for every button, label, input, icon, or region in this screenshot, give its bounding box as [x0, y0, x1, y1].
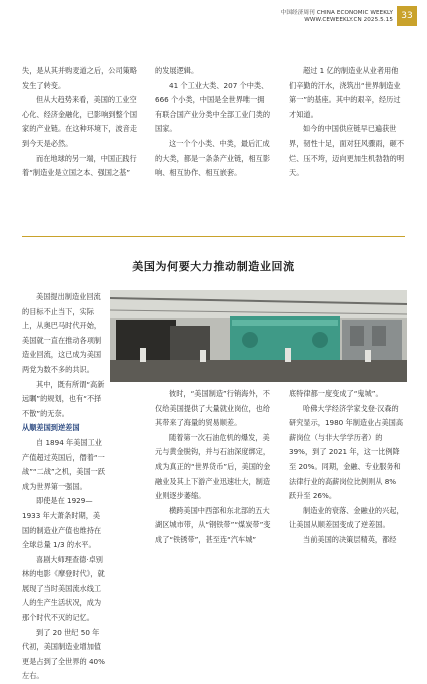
bottom-right-column [289, 387, 405, 548]
top-column-3 [289, 64, 405, 181]
paragraph: 41 个工业大类、207 个中类、666 个小类，中国是全世界唯一拥有联合国产业分类中全部工业门类的国家。 [155, 80, 271, 134]
section-divider [22, 236, 405, 237]
paragraph: 彼时，“美国制造”行销海外，不仅给美国提供了大量就业岗位，也给其带来了海量的贸易顺差。 [155, 389, 271, 428]
paragraph: 其中，既有所谓“高新远瞩”的规划，也有“不择不散”的无奈。 [22, 379, 105, 418]
bottom-left-column [22, 290, 106, 684]
top-column-1 [22, 64, 138, 181]
sub-heading: 从顺差国到逆差国 [22, 423, 80, 433]
paragraph: 哈佛大学经济学家戈登·汉森的研究显示，1980 年制造业占美国高薪岗位（与非大学学历者）的 39%，到了 2021 年，这一比例降至 20%。同期，金融、专业服务和法律行业的高薪岗位比例则从 8% 跃升至 26%。 [289, 403, 404, 501]
paragraph: 失，是从其并购麦道之后，公司策略发生了转变。 [22, 66, 138, 90]
magazine-name: 中国经济周刊 CHINA ECONOMIC WEEKLY [280, 10, 393, 16]
section-headline: 美国为何要大力推动制造业回流 [132, 260, 295, 273]
paragraph: 超过 1 亿的制造业从业者用他们辛勤的汗水，浇筑出“世界制造业第一”的基座。其中的艰辛，经历过才知道。 [289, 66, 401, 119]
factory-assembly-line-icon [110, 290, 407, 382]
magazine-url-date: WWW.CEWEEKLY.CN 2025.5.15 [304, 17, 393, 23]
top-column-2 [155, 64, 271, 181]
paragraph: 喜剧大师理查德·卓别林的电影《摩登时代》，就展现了当时美国流水线工人的生产生活状况，成为那个时代不灭的记忆。 [22, 554, 105, 623]
paragraph: 美国提出制造业回流的目标不止当下，实际上，从奥巴马时代开始，美国就一直在推动各项制造业回流，这已成为美国两党为数不多的共识。 [22, 292, 102, 374]
paragraph: 如今的中国供应链早已遍获世界，韧性十足，面对狂风骤雨，砸不烂、压不垮，迈向更加生机勃勃的明天。 [289, 124, 405, 178]
paragraph: 底特律都一度变成了“鬼城”。 [289, 389, 383, 398]
paragraph: 制造业的衰落、金融业的兴起，让美国从顺差国变成了逆差国。 [289, 505, 404, 530]
paragraph: 自 1894 年美国工业产值超过英国后，僭着“一战”“二战”之机，美国一跃成为世界第一强国。 [22, 437, 106, 491]
paragraph: 随着第一次石油危机的爆发，美元与黄金脱钩，并与石油深度绑定，成为真正的“世界货币”后，美国的金融业及其上下游产业迅速壮大，制造业则逐步萎缩。 [155, 432, 271, 501]
paragraph: 的发展逻辑。 [155, 66, 199, 75]
paragraph: 但从大趋势来看，美国的工业空心化、经济金融化，已影响到整个国家的产业链。在这种环境下，波音走到今天是必然。 [22, 95, 138, 148]
paragraph: 而在地球的另一端，中国正践行着“制造业是立国之本、强国之基” [22, 153, 137, 178]
paragraph: 横跨美国中西部和东北部的五大湖区城市带，从“钢铁带”“煤炭带”变成了“铁锈带”，甚至连“汽车城” [155, 505, 271, 544]
paragraph: 当前美国的决策层精英，都经 [303, 534, 397, 544]
paragraph: 到了 20 世纪 50 年代初，美国制造业增加值更是占到了全世界的 40% 左右。 [22, 627, 105, 681]
paragraph: 这一个个小类、中类，最后汇成的大类，都是一条条产业链，相互影响、相互协作、相互嵌套。 [155, 138, 271, 178]
bottom-middle-column [155, 387, 271, 548]
paragraph: 即使是在 1929—1933 年大萧条时期，美国的制造业产值也维持在全球总量 1/3 的水平。 [22, 496, 102, 550]
page-header [0, 0, 427, 40]
page-number-badge: 33 [397, 6, 417, 26]
factory-photo [110, 290, 407, 382]
